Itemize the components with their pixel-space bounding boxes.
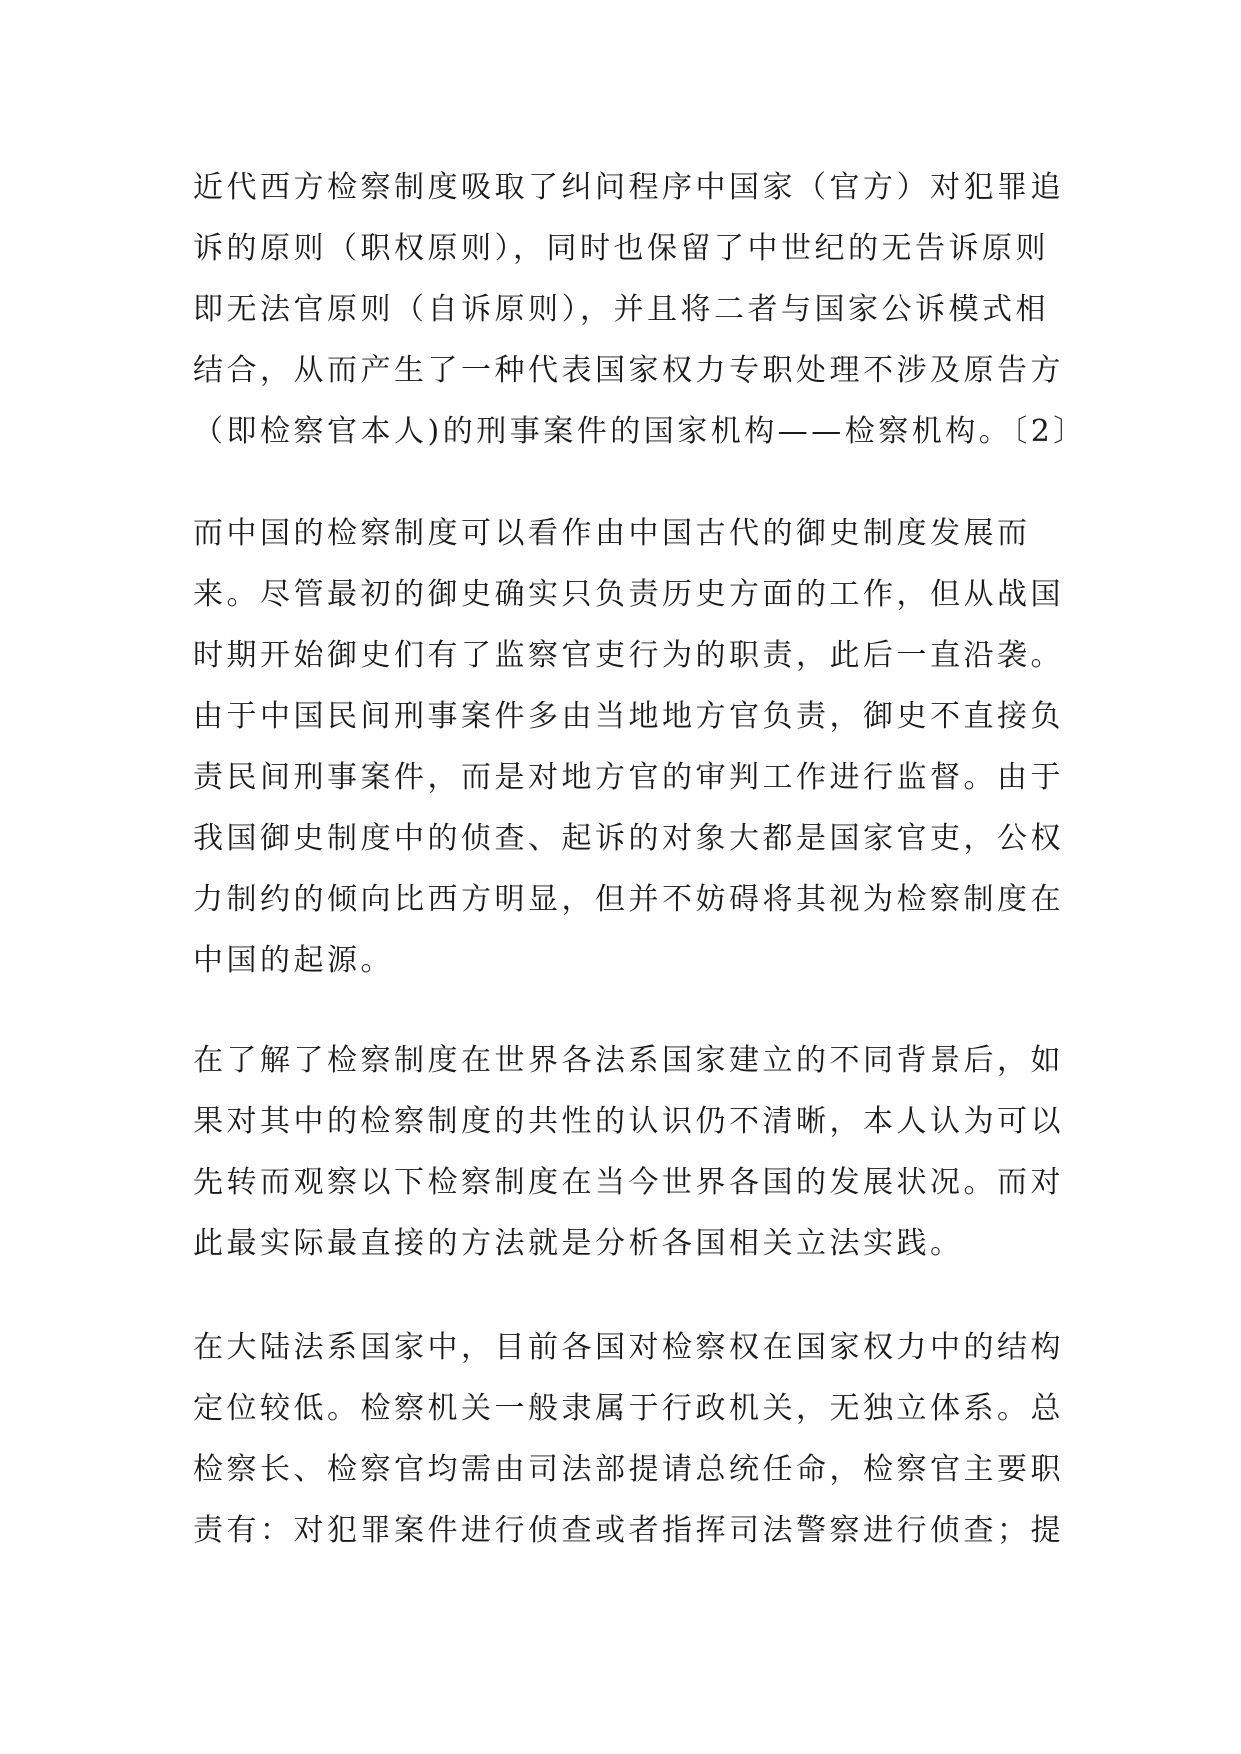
text-line: 先转而观察以下检察制度在当今世界各国的发展状况。而对 — [193, 1165, 1064, 1200]
text-line: （即检察官本人)的刑事案件的国家机构——检察机构。〔2〕 — [193, 414, 1087, 449]
text-line: 即无法官原则（自诉原则），并且将二者与国家公诉模式相 — [193, 292, 1049, 327]
text-line: 在大陆法系国家中，目前各国对检察权在国家权力中的结构 — [193, 1330, 1064, 1365]
text-line: 果对其中的检察制度的共性的认识仍不清晰，本人认为可以 — [193, 1104, 1064, 1139]
text-line: 结合，从而产生了一种代表国家权力专职处理不涉及原告方 — [193, 353, 1064, 388]
text-line: 来。尽管最初的御史确实只负责历史方面的工作，但从战国 — [193, 577, 1064, 612]
text-line: 近代西方检察制度吸取了纠问程序中国家（官方）对犯罪追 — [193, 170, 1064, 205]
text-line: 在了解了检察制度在世界各法系国家建立的不同背景后，如 — [193, 1043, 1064, 1078]
text-line: 由于中国民间刑事案件多由当地地方官负责，御史不直接负 — [193, 699, 1064, 734]
text-line: 定位较低。检察机关一般隶属于行政机关，无独立体系。总 — [193, 1391, 1064, 1426]
text-line: 我国御史制度中的侦查、起诉的对象大都是国家官吏，公权 — [193, 821, 1064, 856]
text-line: 时期开始御史们有了监察官吏行为的职责，此后一直沿袭。 — [193, 638, 1064, 673]
text-line: 中国的起源。 — [193, 943, 394, 978]
text-line: 力制约的倾向比西方明显，但并不妨碍将其视为检察制度在 — [193, 882, 1064, 917]
text-line: 责民间刑事案件，而是对地方官的审判工作进行监督。由于 — [193, 760, 1064, 795]
paragraph-common-features — [193, 1030, 1073, 1274]
text-line: 诉的原则（职权原则），同时也保留了中世纪的无告诉原则 — [193, 231, 1049, 266]
text-line: 责有：对犯罪案件进行侦查或者指挥司法警察进行侦查；提 — [193, 1513, 1064, 1548]
paragraph-western-procuratorate — [193, 157, 1087, 462]
text-line: 此最实际最直接的方法就是分析各国相关立法实践。 — [193, 1226, 964, 1261]
paragraph-continental-law — [193, 1317, 1073, 1561]
text-line: 检察长、检察官均需由司法部提请总统任命，检察官主要职 — [193, 1452, 1064, 1487]
paragraph-chinese-censorate — [193, 503, 1073, 991]
text-line: 而中国的检察制度可以看作由中国古代的御史制度发展而 — [193, 516, 1031, 551]
